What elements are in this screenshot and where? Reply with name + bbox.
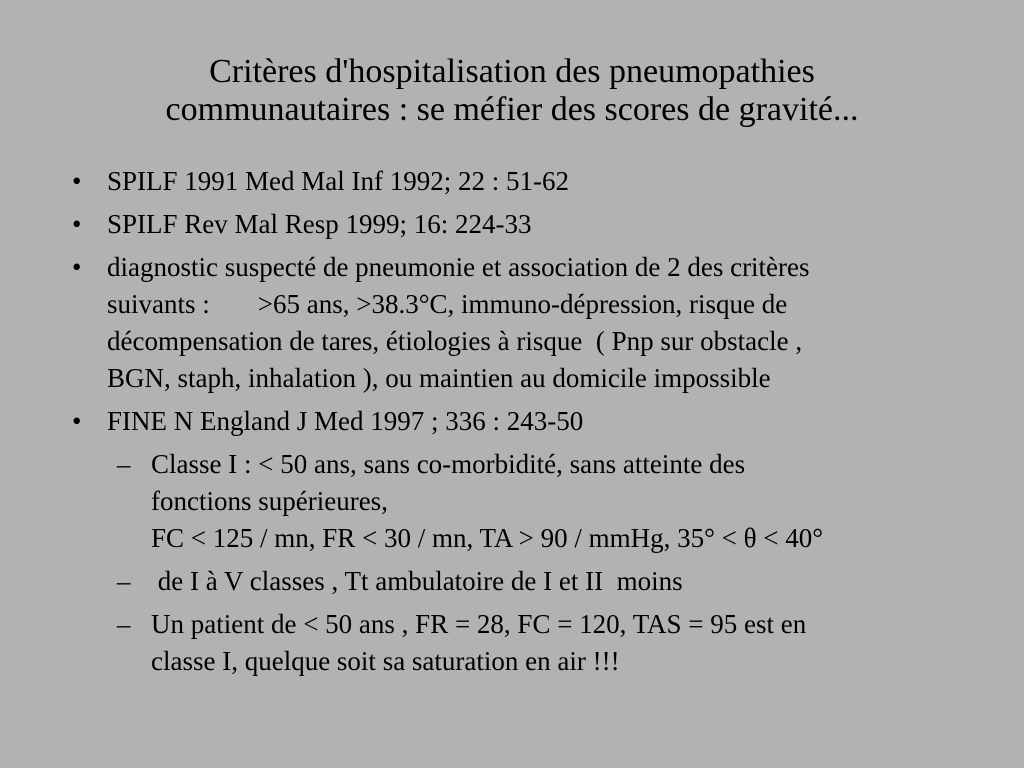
subbullet-text: [151, 563, 1017, 600]
bullet-text: SPILF 1991 Med Mal Inf 1992; 22 : 51-62: [107, 166, 569, 196]
bullet-item-spilf-rev-mal-resp: [72, 206, 1017, 243]
bullet-text-fragment: >65 ans, >38.3°C, immuno-dépression, risque de: [257, 289, 788, 319]
subbullet-item-classe-i: [72, 446, 1017, 557]
subbullet-text-line: fonctions supérieures,: [151, 486, 388, 516]
bullet-text-fragment: suivants :: [107, 289, 210, 319]
subbullet-text-line: Classe I : < 50 ans, sans co-morbidité, sans atteinte des: [151, 449, 746, 479]
bullet-marker: •: [72, 252, 82, 282]
slide-title-line-2: communautaires : se méfier des scores de gravité...: [165, 91, 859, 128]
subbullet-text-line: Un patient de < 50 ans , FR = 28, FC = 120, TAS = 95 est en: [151, 609, 807, 639]
subbullet-marker: –: [117, 566, 131, 596]
bullet-text: SPILF Rev Mal Resp 1999; 16: 224-33: [107, 209, 532, 239]
subbullet-text-line: de I à V classes , Tt ambulatoire de I et II moins: [151, 566, 683, 596]
slide-content: [72, 163, 1017, 686]
subbullet-text-line: classe I, quelque soit sa saturation en air !!!: [151, 646, 620, 676]
bullet-text-line: décompensation de tares, étiologies à risque ( Pnp sur obstacle ,: [107, 326, 803, 356]
bullet-marker: •: [72, 406, 82, 436]
bullet-text-line: diagnostic suspecté de pneumonie et association de 2 des critères: [107, 252, 810, 282]
slide-title: [40, 53, 984, 129]
subbullet-text: [151, 446, 1017, 557]
bullet-marker: •: [72, 166, 82, 196]
subbullet-item-classes: [72, 563, 1017, 600]
bullet-item-spilf-1991: [72, 163, 1017, 200]
bullet-item-fine: [72, 403, 1017, 440]
slide-title-line-1: Critères d'hospitalisation des pneumopathies: [209, 53, 815, 90]
bullet-text-line-criteria: [107, 286, 1017, 323]
subbullet-text-line: FC < 125 / mn, FR < 30 / mn, TA > 90 / mmHg, 35° < θ < 40°: [151, 523, 824, 553]
bullet-text: FINE N England J Med 1997 ; 336 : 243-50: [107, 406, 584, 436]
subbullet-marker: –: [117, 449, 131, 479]
bullet-text-line: BGN, staph, inhalation ), ou maintien au domicile impossible: [107, 363, 771, 393]
subbullet-text: [151, 606, 1017, 680]
subbullet-item-patient-example: [72, 606, 1017, 680]
subbullet-marker: –: [117, 609, 131, 639]
bullet-item-diagnostic: [72, 249, 1017, 397]
bullet-text: [107, 249, 1017, 397]
bullet-marker: •: [72, 209, 82, 239]
